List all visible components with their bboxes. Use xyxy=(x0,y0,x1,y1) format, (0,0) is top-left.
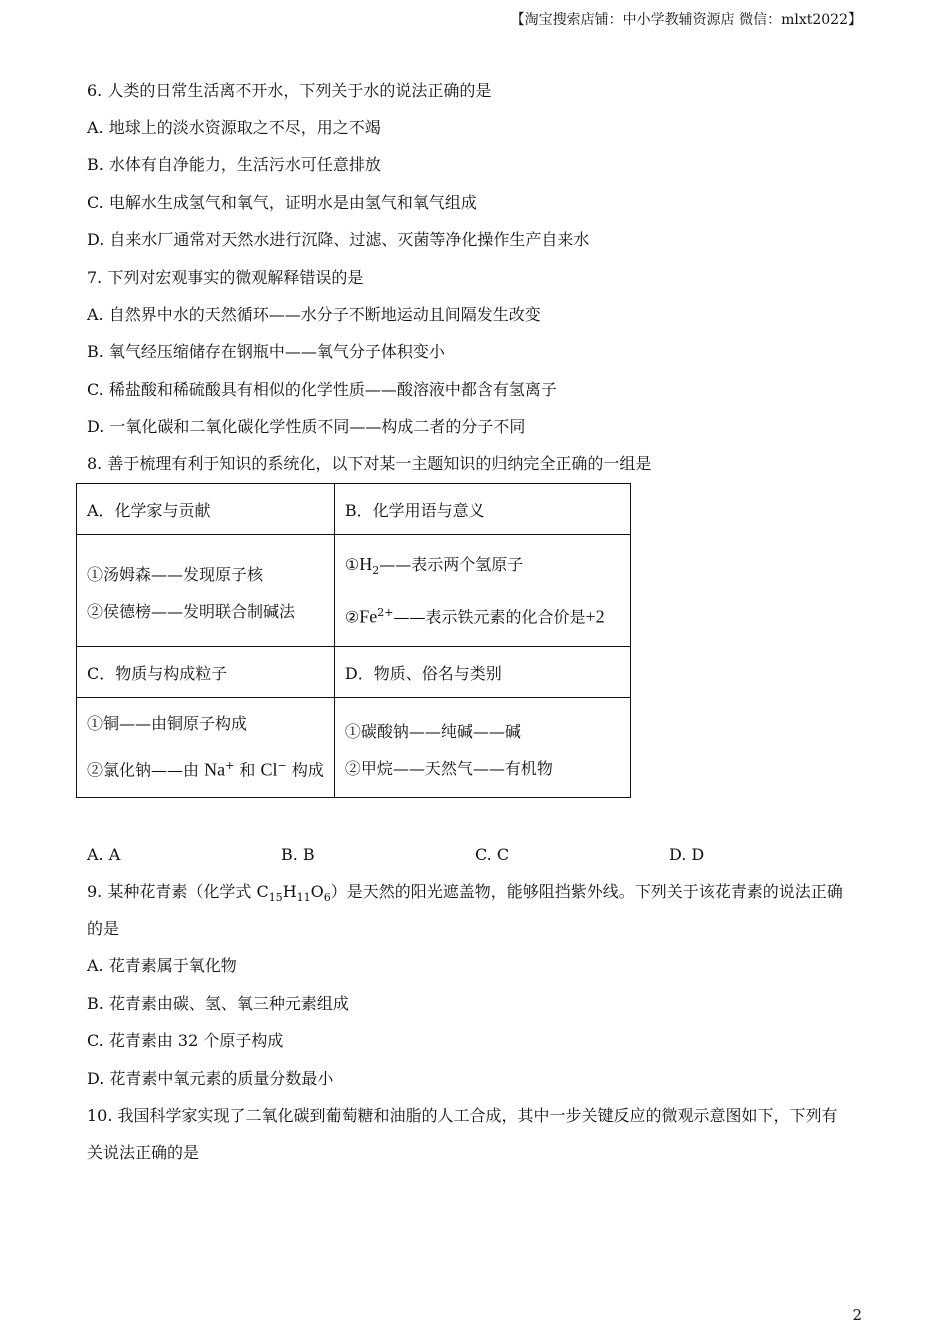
q6-option-c: C. 电解水生成氢气和氧气，证明水是由氢气和氧气组成 xyxy=(87,193,477,212)
q6-option-b: B. 水体有自净能力，生活污水可任意排放 xyxy=(87,155,381,174)
q9-h-sub: 11 xyxy=(296,891,311,905)
q8-cell-b-head: B．化学用语与意义 xyxy=(334,484,630,535)
q9-stem-line-1 xyxy=(87,881,843,909)
q9-stem-part-2: ）是天然的阳光遮盖物，能够阻挡紫外线。下列关于该花青素的说法正确 xyxy=(330,882,843,901)
q8-a-item-2: ②侯德榜——发明联合制碱法 xyxy=(87,602,296,621)
q8-b2-value: +2 xyxy=(585,606,605,627)
q9-option-d: D. 花青素中氧元素的质量分数最小 xyxy=(87,1069,334,1088)
q9-o: O xyxy=(310,882,324,901)
q7-option-a: A. 自然界中水的天然循环——水分子不断地运动且间隔发生改变 xyxy=(87,305,541,324)
q10-stem-line-2: 关说法正确的是 xyxy=(87,1143,200,1162)
q8-cell-d-body xyxy=(334,698,630,798)
q8-d-item-1: ①碳酸钠——纯碱——碱 xyxy=(344,722,521,741)
q8-b2-formula: Fe xyxy=(359,606,378,627)
q8-b1-text: ——表示两个氢原子 xyxy=(379,554,524,574)
q8-cell-b-body xyxy=(334,535,630,647)
q8-cell-c-head: C．物质与构成粒子 xyxy=(77,647,335,698)
q8-cell-d-head: D．物质、俗名与类别 xyxy=(334,647,630,698)
q8-b1-formula: H xyxy=(359,553,373,574)
q8-c2-suffix: 构成 xyxy=(291,760,324,780)
q8-c2-and: 和 xyxy=(239,760,256,780)
q8-c2-cl: Cl xyxy=(260,759,278,780)
q8-b2-sup: 2+ xyxy=(377,605,394,619)
q8-cell-a-body xyxy=(77,535,335,647)
q9-stem-line-2: 的是 xyxy=(87,919,120,938)
q9-option-b: B. 花青素由碳、氢、氧三种元素组成 xyxy=(87,994,349,1013)
q8-option-b: B. B xyxy=(281,845,315,864)
q8-cell-a-head: A．化学家与贡献 xyxy=(77,484,335,535)
q9-option-c: C. 花青素由 32 个原子构成 xyxy=(87,1031,284,1050)
q10-stem-line-1: 10. 我国科学家实现了二氧化碳到葡萄糖和油脂的人工合成，其中一步关键反应的微观示意图如下，下列有 xyxy=(87,1106,838,1125)
q8-c2-na-sup: + xyxy=(225,759,235,773)
q8-cell-c-body xyxy=(77,698,335,798)
q8-c-item-1: ①铜——由铜原子构成 xyxy=(87,714,248,734)
q6-option-d: D. 自来水厂通常对天然水进行沉降、过滤、灭菌等净化操作生产自来水 xyxy=(87,230,590,249)
q6-option-a: A. 地球上的淡水资源取之不尽，用之不竭 xyxy=(87,118,381,137)
page-number: 2 xyxy=(852,1306,862,1324)
q8-c2-na: Na xyxy=(204,759,226,780)
q8-option-c: C. C xyxy=(475,845,510,864)
q7-option-c: C. 稀盐酸和稀硫酸具有相似的化学性质——酸溶液中都含有氢离子 xyxy=(87,380,557,399)
q8-option-a: A. A xyxy=(87,845,121,864)
q8-d-item-2: ②甲烷——天然气——有机物 xyxy=(344,759,553,778)
q9-stem-part-1: 9. 某种花青素（化学式 C xyxy=(87,882,269,901)
q8-option-d: D. D xyxy=(669,845,705,864)
q8-c-item-2 xyxy=(87,755,324,781)
q8-c2-prefix: ②氯化钠——由 xyxy=(87,760,200,780)
q9-o-sub: 6 xyxy=(323,891,331,905)
q8-b-item-2 xyxy=(345,602,620,628)
q6-stem: 6. 人类的日常生活离不开水，下列关于水的说法正确的是 xyxy=(87,81,492,100)
q8-b1-prefix: ① xyxy=(344,554,360,574)
q9-option-a: A. 花青素属于氧化物 xyxy=(87,956,237,975)
q8-b-item-1 xyxy=(345,553,620,582)
q8-table xyxy=(76,483,631,798)
q9-h: H xyxy=(282,882,297,901)
q8-b2-prefix: ② xyxy=(344,607,360,627)
q8-b2-text: ——表示铁元素的化合价是 xyxy=(393,607,586,627)
q7-stem: 7. 下列对宏观事实的微观解释错误的是 xyxy=(87,268,364,287)
q9-c-sub: 15 xyxy=(268,891,283,905)
q8-a-item-1: ①汤姆森——发现原子核 xyxy=(87,565,264,584)
q7-option-d: D. 一氧化碳和二氧化碳化学性质不同——构成二者的分子不同 xyxy=(87,417,526,436)
q7-option-b: B. 氧气经压缩储存在钢瓶中——氧气分子体积变小 xyxy=(87,342,445,361)
q8-b1-sub: 2 xyxy=(372,563,380,577)
q8-c2-cl-sup: − xyxy=(277,759,287,773)
page-header: 【淘宝搜索店铺：中小学教辅资源店 微信：mlxt2022】 xyxy=(510,12,862,28)
q8-stem: 8. 善于梳理有利于知识的系统化，以下对某一主题知识的归纳完全正确的一组是 xyxy=(87,454,652,473)
